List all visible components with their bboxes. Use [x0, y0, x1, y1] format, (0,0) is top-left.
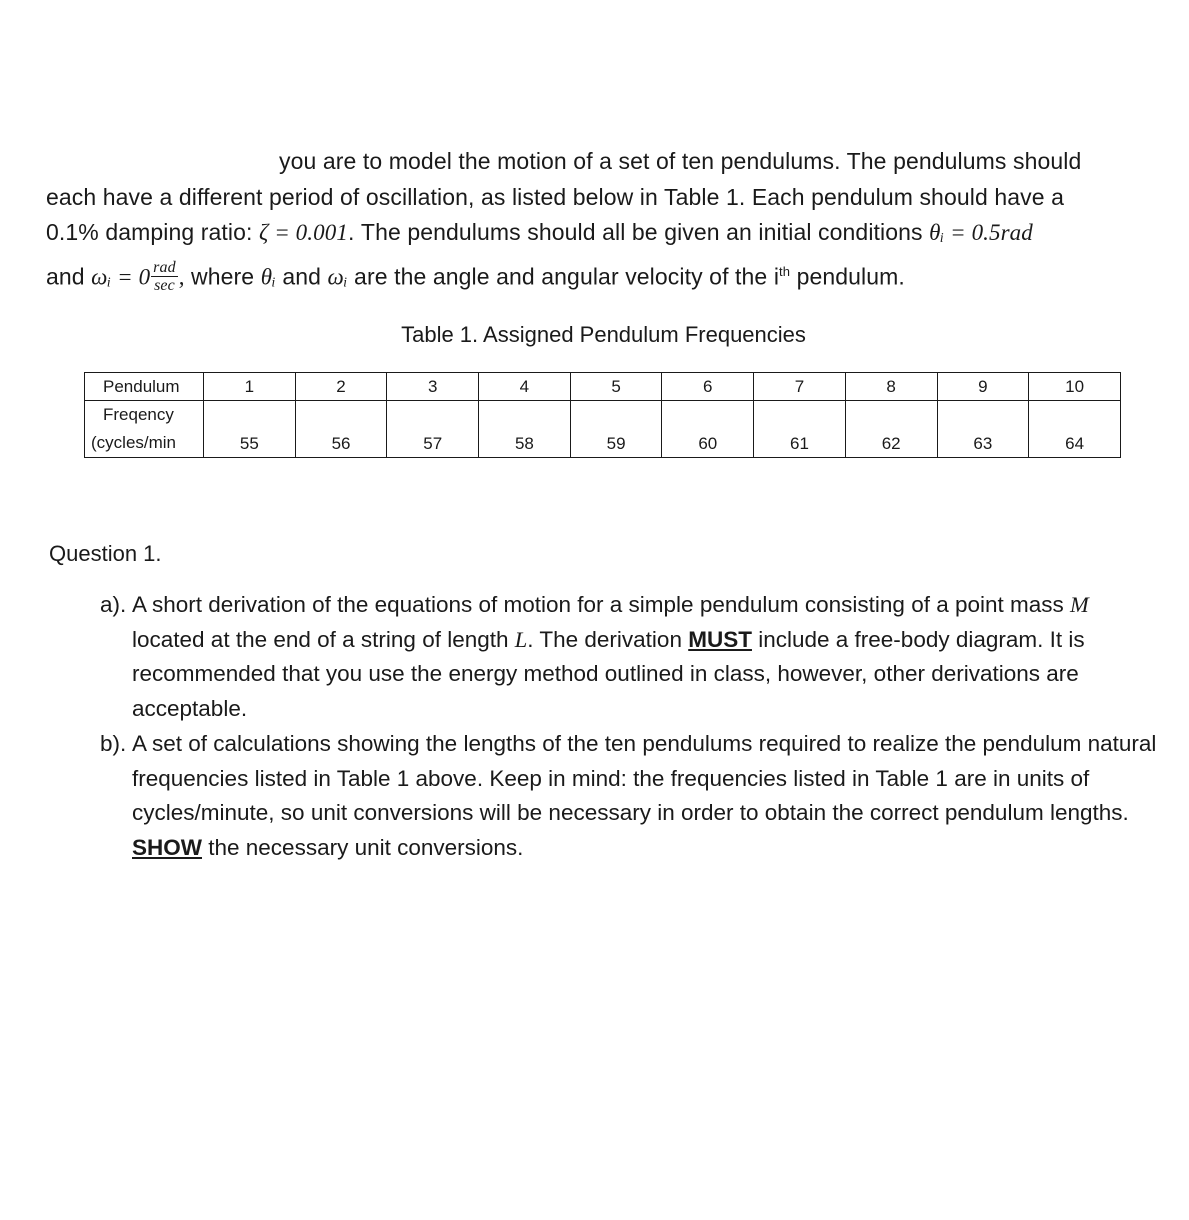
row-header-pendulum: Pendulum [85, 373, 204, 401]
zeta-equation: ζ = 0.001 [258, 220, 348, 245]
pendulum-number-cell: 2 [295, 373, 387, 401]
intro-line-4: and ωᵢ = 0 $\frac{\text{rad}}{\sec}$ , where θᵢ and ωᵢ are the angle and angular velocity of the $i^{th}$ pendulum. [46, 259, 905, 294]
pendulum-number-cell: 5 [570, 373, 662, 401]
frequency-cell: 59 [570, 401, 662, 458]
intro-line-3: 0.1% damping ratio: ζ = 0.001. The pendulums should all be given an initial conditions θᵢ = 0.5rad [46, 219, 1033, 245]
pendulum-number-cell: 3 [387, 373, 479, 401]
row-header-frequency: Freqency (cycles/min [85, 401, 204, 458]
frequency-cell: 64 [1029, 401, 1121, 458]
omega-initial-equation: ωᵢ = 0 [91, 264, 151, 290]
intro-line-1: you are to model the motion of a set of ten pendulums. The pendulums should [279, 148, 1082, 174]
part-b-text: A set of calculations showing the lengths of the ten pendulums required to realize the pendulum natural frequencies listed in Table 1 above. Keep in mind: the frequencies listed in Table 1 are in units of cycles/minute, so unit conversions will be necessary in order to obtain the correct pendulum lengths. SHOW the necessary unit conversions. [132, 731, 1157, 860]
pendulum-number-cell: 7 [754, 373, 846, 401]
show-emphasis: SHOW [132, 834, 202, 860]
intro-line-2: each have a different period of oscillation, as listed below in Table 1. Each pendulum should have a [46, 184, 1064, 210]
question-part-b [100, 727, 1160, 865]
question-part-a [100, 588, 1160, 726]
pendulum-number-cell: 9 [937, 373, 1029, 401]
table-row-pendulum [85, 373, 1121, 401]
frequency-cell: 58 [479, 401, 571, 458]
must-emphasis: MUST [688, 626, 752, 652]
pendulum-number-cell: 8 [845, 373, 937, 401]
pendulum-frequency-table [84, 372, 1121, 458]
frequency-cell: 63 [937, 401, 1029, 458]
frequency-cell: 55 [204, 401, 296, 458]
pendulum-number-cell: 10 [1029, 373, 1121, 401]
question-title: Question 1. [49, 541, 162, 566]
pendulum-number-cell: 6 [662, 373, 754, 401]
frequency-cell: 56 [295, 401, 387, 458]
rad-per-sec-fraction: $\frac{\text{rad}}{\sec}$ [153, 259, 176, 294]
frequency-cell: 61 [754, 401, 846, 458]
part-a-label: a). [100, 592, 127, 617]
theta-initial-equation: θᵢ = 0.5rad [929, 220, 1033, 245]
part-a-text: A short derivation of the equations of motion for a simple pendulum consisting of a point mass M located at the end of a string of length L. The derivation MUST include a free-body diagram. It is recommended that you use the energy method outlined in class, however, other derivations are acceptable. [132, 592, 1089, 721]
frequency-cell: 60 [662, 401, 754, 458]
part-b-label: b). [100, 731, 127, 756]
table-row-frequency [85, 401, 1121, 458]
pendulum-number-cell: 4 [479, 373, 571, 401]
pendulum-number-cell: 1 [204, 373, 296, 401]
frequency-cell: 62 [845, 401, 937, 458]
table-caption: Table 1. Assigned Pendulum Frequencies [401, 322, 806, 347]
frequency-cell: 57 [387, 401, 479, 458]
